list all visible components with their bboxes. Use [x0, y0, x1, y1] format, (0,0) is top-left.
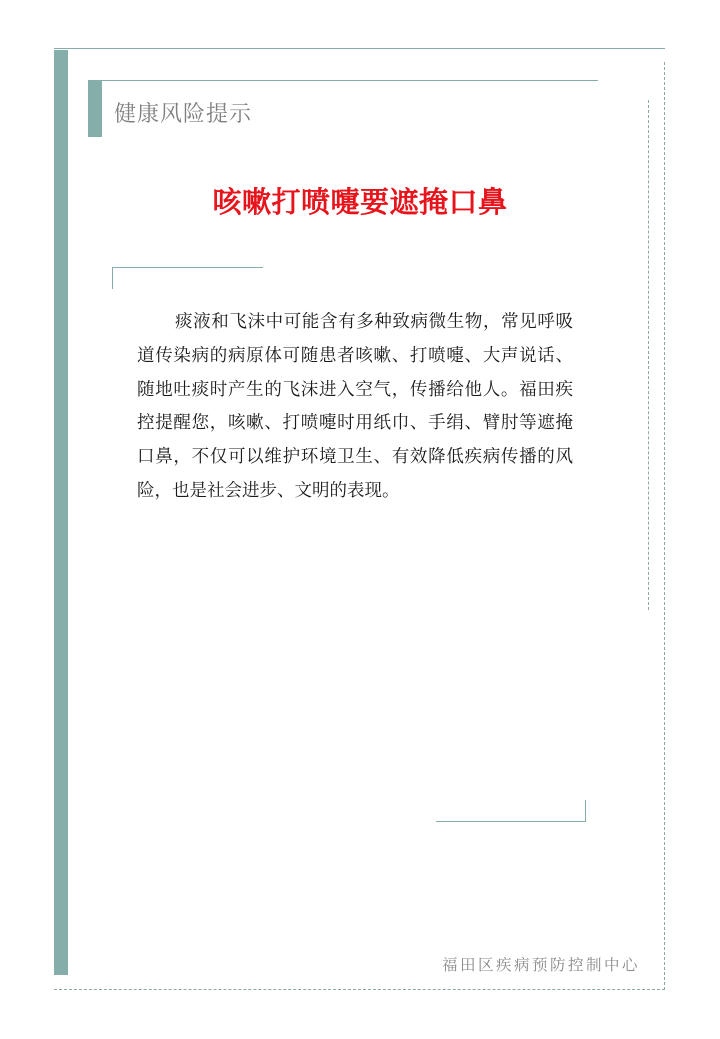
top-border-line	[54, 48, 665, 49]
section-label: 健康风险提示	[114, 102, 253, 127]
page-title: 咳嗽打喷嚏要遮掩口鼻	[212, 185, 508, 219]
footer-organization: 福田区疾病预防控制中心	[441, 956, 640, 974]
header-top-line	[88, 80, 598, 81]
corner-bracket-bottom-right-vertical	[585, 800, 586, 822]
inner-right-dashed-line	[648, 100, 649, 610]
body-paragraph: 痰液和飞沫中可能含有多种致病微生物，常见呼吸道传染病的病原体可随患者咳嗽、打喷嚏、大声说话、随地吐痰时产生的飞沫进入空气，传播给他人。福田疾控提醒您，咳嗽、打喷嚏时用纸巾、手绢、臂肘等遮掩口鼻，不仅可以维护环境卫生、有效降低疾病传播的风险，也是社会进步、文明的表现。	[137, 312, 573, 501]
corner-bracket-top-left	[112, 267, 263, 268]
corner-bracket-bottom-right	[436, 821, 586, 822]
corner-bracket-top-left-vertical	[112, 267, 113, 289]
bottom-dashed-border	[54, 989, 665, 990]
header-accent-block	[88, 81, 102, 137]
